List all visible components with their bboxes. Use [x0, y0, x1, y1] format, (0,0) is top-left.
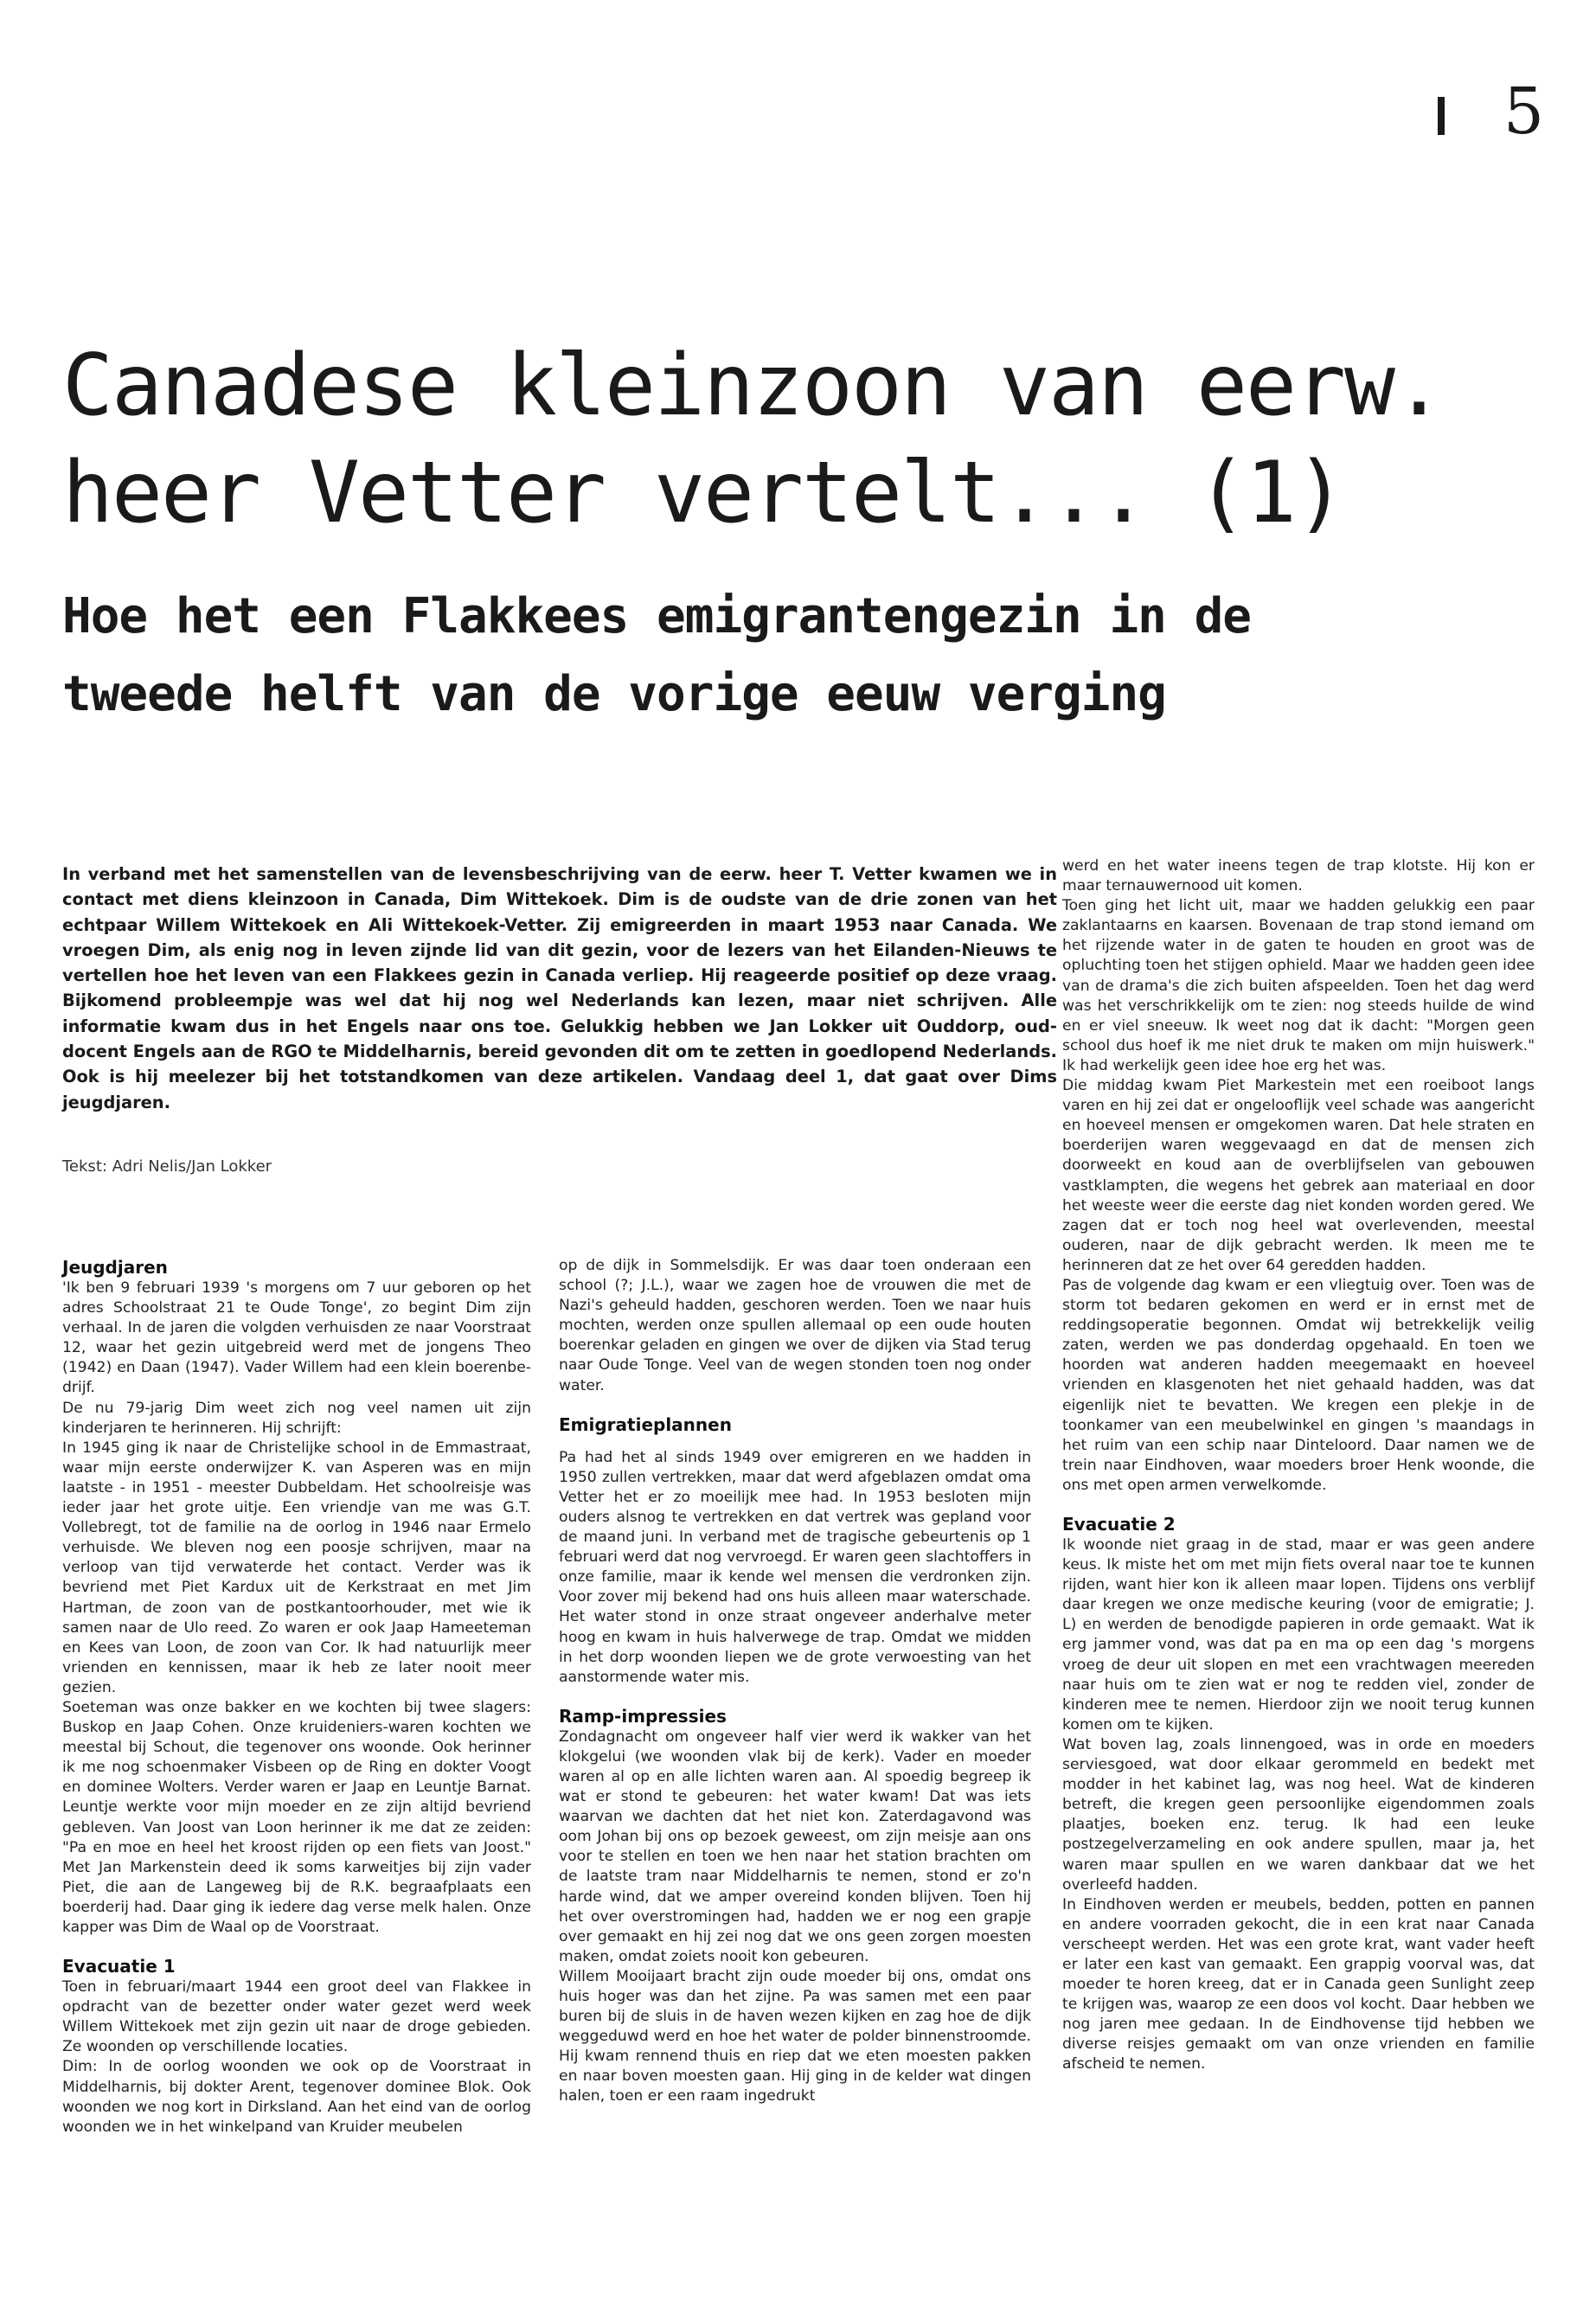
- paragraph: Die middag kwam Piet Markestein met een roeiboot langs varen en hij zei dat er ongelooflijk veel schade was aangericht en hoeveel mensen er omgekomen waren. Dat hele straten en boerderijen waren weggevaagd en dat de mensen zich doorweekt en koud aan de overblijfselen van gebouwen vastklampten, die wegens het gebrek aan materiaal en door het weeste weer die eerste dag niet konden worden gered. We zagen dat er toch nog heel wat overlevenden, meestal ouderen, naar de dijk gebracht werden. Ik meen me te herinneren dat ze het over 64 geredden hadden.: [1062, 1077, 1535, 1274]
- section-heading-jeugdjaren: Jeugdjaren: [62, 1257, 168, 1278]
- paragraph: Wat boven lag, zoals linnengoed, was in orde en moeders serviesgoed, wat door elkaar gerommeld en bedekt met modder in het kabinet lag, was nog heel. Wat de kinderen betreft, die kregen geen persoonlijke eigendommen zoals plaatjes, boeken enz. terug. Ik had een leuke postzegelverzameling en ook andere spullen, maar ja, het waren maar spullen en we waren dankbaar dat we het overleefd hadden.: [1062, 1735, 1535, 1894]
- article-intro: In verband met het samenstellen van de levensbeschrijving van de eerw. heer T. Vetter kwamen we in contact met diens kleinzoon in Canada, Dim Wittekoek. Dim is de oudste van de drie zonen van het echtpaar Willem Wittekoek en Ali Wittekoek-Vetter. Zij emigreerden in maart 1953 naar Canada. We vroegen Dim, als enig nog in leven zijnde lid van dit gezin, voor de lezers van het Eilanden-Nieuws te vertellen hoe het leven van een Flakkees gezin in Canada verliep. Hij reageerde positief op deze vraag. Bijkomend probleempje was wel dat hij nog wel Nederlands kan lezen, maar niet schrijven. Alle informatie kwam dus in het Engels naar ons toe. Gelukkig hebben we Jan Lokker uit Ouddorp, oud-docent Engels aan de RGO te Middelharnis, bereid gevonden dit om te zetten in goedlopend Nederlands. Ook is hij meelezer bij het totstandkomen van deze artikelen. Vandaag deel 1, dat gaat over Dims jeugdjaren.: [62, 864, 1057, 1112]
- section-heading-ramp-impressies: Ramp-impressies: [559, 1705, 727, 1727]
- paragraph: Toen ging het licht uit, maar we hadden gelukkig een paar zaklantaarns en kaarsen. Bovenaan de trap stond iemand om het rijzende water in de gaten te houden en groot was de opluchting toen het stijgen ophield. Maar we hadden geen idee van de drama's die zich buiten afspeelden. Toen het dag werd was het verschrikkelijk om te zien: nog steeds huilde de wind en er viel sneeuw. Ik weet nog dat ik dacht: "Morgen geen school dus hoef ik me niet druk te maken om mijn huiswerk." Ik had werkelijk geen idee hoe erg het was.: [1062, 897, 1535, 1074]
- paragraph: Toen in februari/maart 1944 een groot deel van Flakkee in opdracht van de bezetter onder water gezet werd week Willem Wittekoek met zijn gezin uit naar de droge gebieden. Ze woonden op verschillende locaties.: [62, 1978, 531, 2056]
- page-number: 5: [1503, 74, 1545, 149]
- paragraph: 'Ik ben 9 februari 1939 's morgens om 7 uur geboren op het adres Schoolstraat 21 te Oude Tonge', zo begint Dim zijn verhaal. In de jaren die volgden verhuisden ze naar Voorstraat 12, waar het gezin uitgebreid werd met de jongens Theo (1942) en Daan (1947). Vader Willem had een klein boerenbe-drijf.: [62, 1279, 531, 1397]
- paragraph: werd en het water ineens tegen de trap klotste. Hij kon er maar ternauwernood uit komen.: [1062, 857, 1535, 895]
- article-title: [62, 332, 1550, 547]
- paragraph: Dim: In de oorlog woonden we ook op de Voorstraat in Middelharnis, bij dokter Arent, tegenover dominee Blok. Ook woonden we nog kort in Dirksland. Aan het eind van de oorlog woonden we in het winkelpand van Kruider meubelen: [62, 2058, 531, 2136]
- paragraph: Pas de volgende dag kwam er een vliegtuig over. Toen was de storm tot bedaren gekomen en werd er in ernst met de reddingsoperatie begonnen. Omdat wij betrekkelijk veilig zaten, werden we pas donderdag opgehaald. En toen we hoorden wat anderen hadden meegemaakt en hoeveel vrienden en klasgenoten het niet gehaald hadden, was dat eigenlijk niet te bevatten. We kregen een plekje in de toonkamer van een meubelwinkel en gingen 's maandags in het ruim van een schip naar Dinteloord. Daar namen we de trein naar Eindhoven, waar moeders broer Henk woonde, die ons met open armen verwelkomde.: [1062, 1276, 1535, 1494]
- paragraph: In Eindhoven werden er meubels, bedden, potten en pannen en andere voorraden gekocht, die in een krat naar Canada verscheept werden. Het was een grote krat, want vader heeft er later een kast van gemaakt. Een grappig voorval was, dat moeder te horen kreeg, dat er in Canada geen Sunlight zeep te krijgen was, waarop ze een doos vol kocht. Daar hebben we nog jaren mee gedaan. In de Eindhovense tijd hebben we diverse reisjes gemaakt om van onze vrienden en familie afscheid te nemen.: [1062, 1895, 1535, 2073]
- paragraph: De nu 79-jarig Dim weet zich nog veel namen uit zijn kinderjaren te herinneren. Hij schrijft:: [62, 1399, 531, 1437]
- article-credit: Tekst: Adri Nelis/Jan Lokker: [62, 1157, 272, 1176]
- paragraph: Zondagnacht om ongeveer half vier werd ik wakker van het klokgelui (we woonden vlak bij de kerk). Vader en moeder waren al op en alle lichten waren aan. Al spoedig begreep ik wat er stond te gebeuren: het water kwam! Dat was iets waarvan we dachten dat het niet kon. Zaterdagavond was oom Johan bij ons op bezoek geweest, om zijn meisje aan ons voor te stellen en toen we hen naar het station brachten om de laatste tram naar Middelharnis te nemen, stond er zo'n harde wind, dat we amper overeind konden blijven. Toen hij het over overstromingen had, hadden we er nog een grapje over gemaakt en hij zei nog dat we ons geen zorgen moesten maken, omdat zoiets nooit kon gebeuren.: [559, 1727, 1031, 1965]
- section-heading-evacuatie-1: Evacuatie 1: [62, 1956, 176, 1977]
- column-2: [559, 1256, 1031, 2107]
- column-1: [62, 1256, 531, 2138]
- subtitle-line-2: tweede helft van de vorige eeuw verging: [62, 666, 1166, 722]
- paragraph: op de dijk in Sommelsdijk. Er was daar toen onderaan een school (?; J.L.), waar we zagen hoe de vrouwen die met de Nazi's geheuld hadden, geschoren werden. Toen we naar huis mochten, werden onze spullen allemaal op een oude houten boerenkar geladen en gingen we over de dijken via Stad terug naar Oude Tonge. Veel van de wegen stonden toen nog onder water.: [559, 1257, 1031, 1394]
- article-subtitle: [62, 578, 1550, 734]
- title-line-2: heer Vetter vertelt... (1): [62, 444, 1345, 542]
- section-heading-evacuatie-2: Evacuatie 2: [1062, 1514, 1176, 1535]
- paragraph: Pa had het al sinds 1949 over emigreren en we hadden in 1950 zullen vertrekken, maar dat werd afgeblazen omdat oma Vetter het er zo moeilijk mee had. In 1953 besloten mijn ouders alsnog te vertrekken en dat vertrek was gepland voor de maand juni. In verband met de tragische gebeurtenis op 1 februari werd dat nog vervroegd. Er waren geen slachtoffers in onze familie, maar ik kende wel mensen die verdronken zijn. Voor zover mij bekend had ons huis alleen maar waterschade. Het water stond in onze straat ongeveer anderhalve meter hoog en kwam in huis halverwege de trap. Omdat we midden in het dorp woonden liepen we de grote verwoesting van het aanstormende water mis.: [559, 1448, 1031, 1686]
- column-3: [1062, 856, 1535, 2075]
- paragraph: In 1945 ging ik naar de Christelijke school in de Emmastraat, waar mijn eerste onderwijzer K. van Asperen was en mijn laatste - in 1951 - meester Dubbeldam. Het schoolreisje was ieder jaar het grote uitje. Een vriendje van me was G.T. Vollebregt, tot de familie na de oorlog in 1946 naar Ermelo verhuisde. We bleven nog een poosje schrijven, maar na verloop van tijd verwaterde het contact. Verder was ik bevriend met Piet Kardux uit de Kerkstraat en met Jim Hartman, de zoon van de postkantoorhouder, met wie ik samen naar de Ulo reed. Zo waren er ook Jaap Hameeteman en Kees van Loon, de zoon van Cor. Ik had natuurlijk meer vrienden en kennissen, maar ik heb ze later nooit meer gezien.: [62, 1439, 531, 1696]
- paragraph: Soeteman was onze bakker en we kochten bij twee slagers: Buskop en Jaap Cohen. Onze kruideniers-waren kochten we meestal bij Schout, die tegenover ons woonde. Ook herinner ik me nog schoenmaker Visbeen op de Ring en dokter Voogt en dominee Wolters. Verder waren er Jaap en Leuntje Barnat. Leuntje werkte voor mijn moeder en ze zijn altijd bevriend gebleven. Van Joost van Loon herinner ik me dat ze zeiden: "Pa en moe en heel het kroost rijden op een fiets van Joost." Met Jan Markenstein deed ik soms karweitjes bij zijn vader Piet, die aan de Langeweg bij de R.K. begraafplaats een boerderij had. Daar ging ik iedere dag verse melk halen. Onze kapper was Dim de Waal op de Voorstraat.: [62, 1698, 531, 1936]
- section-heading-emigratieplannen: Emigratieplannen: [559, 1413, 732, 1435]
- subtitle-line-1: Hoe het een Flakkees emigrantengezin in de: [62, 588, 1252, 644]
- page-number-divider: [1438, 97, 1445, 135]
- paragraph: Ik woonde niet graag in de stad, maar er was geen andere keus. Ik miste het om met mijn fiets overal naar toe te kunnen rijden, want hier kon ik alleen maar lopen. Tijdens ons verblijf daar kregen we onze medische keuring (voor de emigratie; J. L) en werden de benodigde papieren in orde gemaakt. Wat ik erg jammer vond, was dat pa en ma op een dag 's morgens vroeg de deur uit slopen en met een vrachtwagen meereden naar huis om te zien wat er nog te redden viel, zonder de kinderen mee te nemen. Hierdoor zijn we nooit terug kunnen komen om te kijken.: [1062, 1536, 1535, 1734]
- title-line-1: Canadese kleinzoon van eerw.: [62, 336, 1444, 435]
- paragraph: Willem Mooijaart bracht zijn oude moeder bij ons, omdat ons huis hoger was dan het zijne. Pa was samen met een paar buren bij de sluis in de haven wezen kijken en zag hoe de dijk weggeduwd werd en hoe het water de polder binnenstroomde. Hij kwam rennend thuis en riep dat we eten moesten pakken en naar boven moesten gaan. Hij ging in de kelder wat dingen halen, toen er een raam ingedrukt: [559, 1967, 1031, 2106]
